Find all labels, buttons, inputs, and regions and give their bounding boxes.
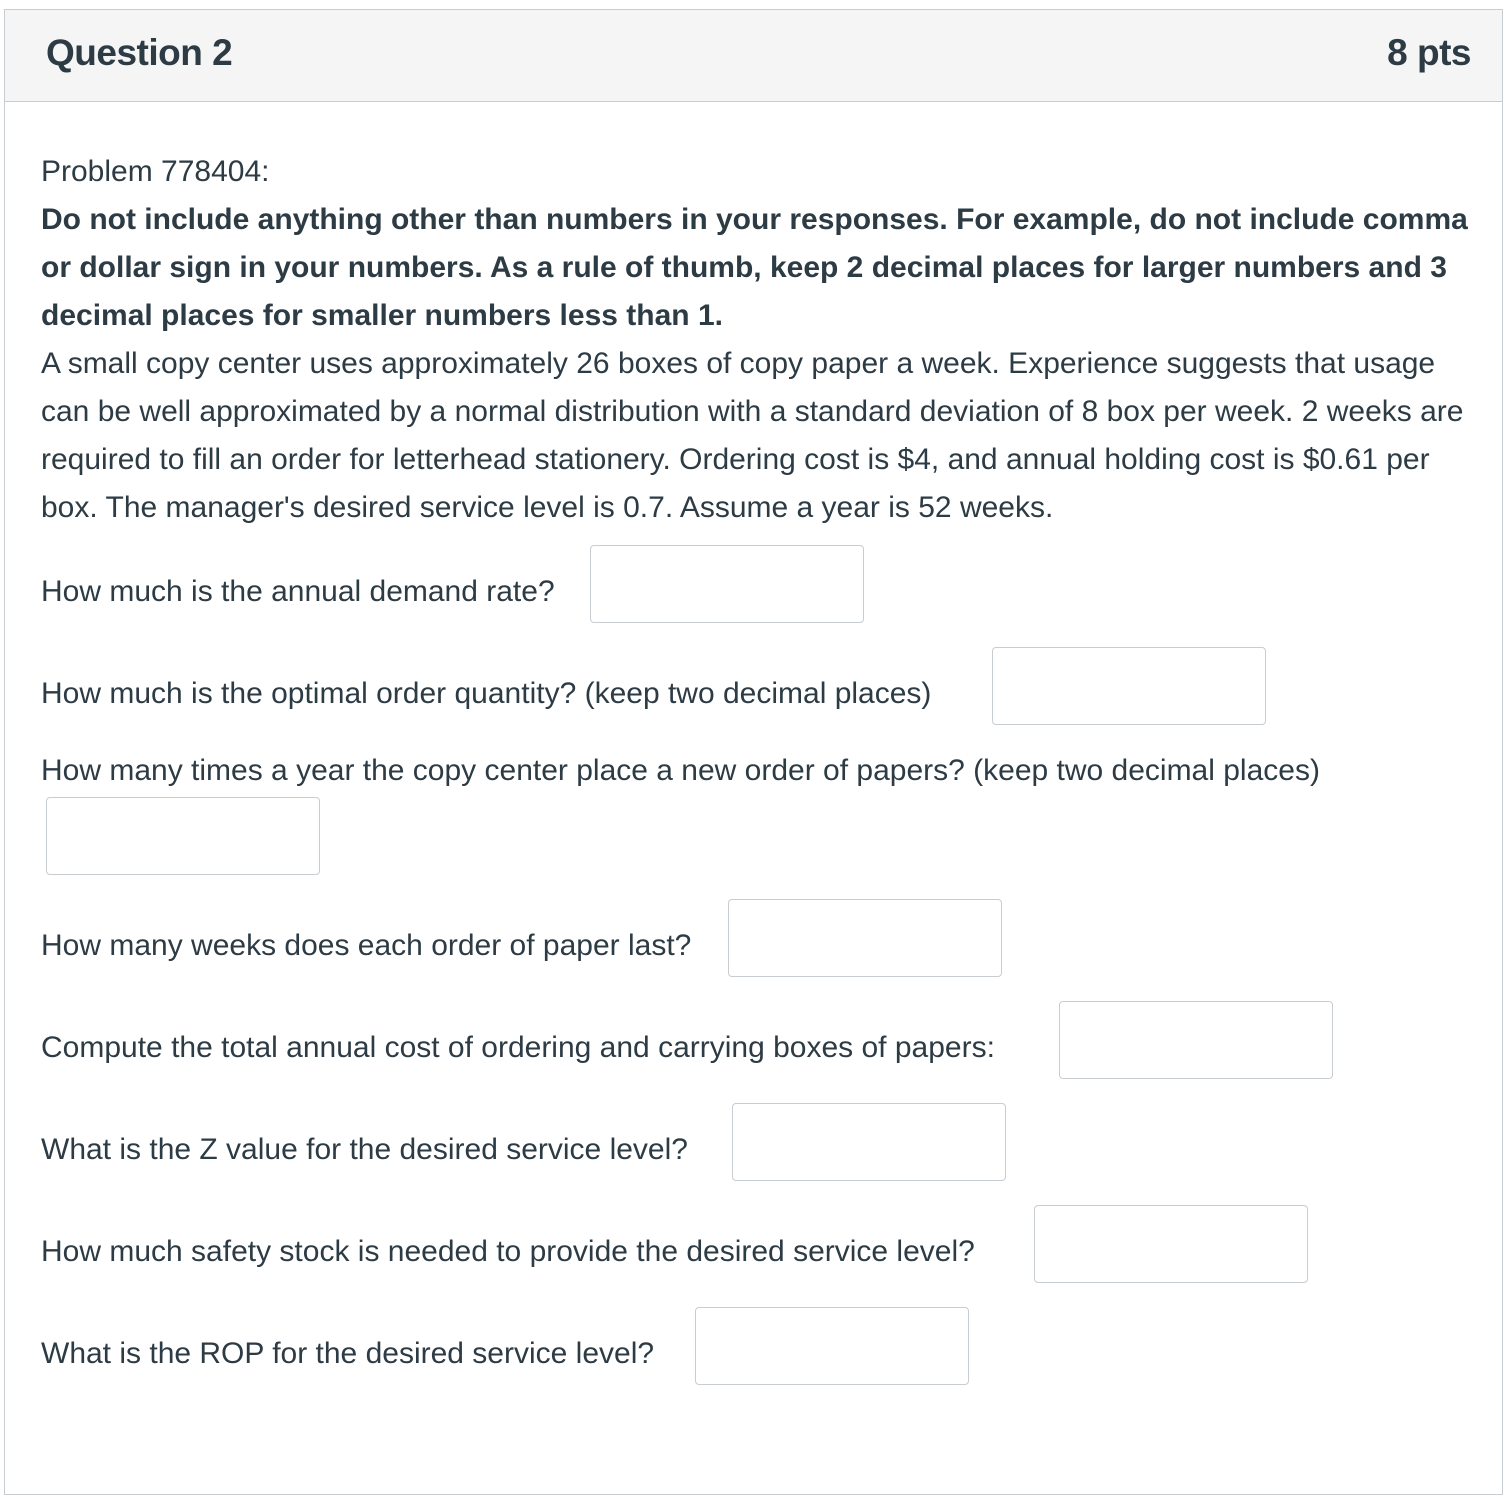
answer-input-orders-per-year[interactable] [46,797,320,875]
sub-question-label-weeks-per-order: How many weeks does each order of paper last? [41,929,692,962]
answer-input-rop[interactable] [695,1307,969,1385]
answer-input-annual-demand[interactable] [590,545,864,623]
question-points: 8 pts [1387,32,1471,73]
sub-question-label-safety-stock: How much safety stock is needed to provide the desired service level? [41,1235,975,1268]
answer-input-total-annual-cost[interactable] [1059,1001,1333,1079]
problem-label: Problem 778404: [41,155,270,188]
question-title: Question 2 [46,32,233,73]
instruction-text: Do not include anything other than numbers in your responses. For example, do not include comma or dollar sign in your numbers. As a rule of thumb, keep 2 decimal places for larger numbers and 3 decimal places for smaller numbers less than 1. [41,203,1468,332]
sub-question-label-orders-per-year: How many times a year the copy center place a new order of papers? (keep two decimal places) [41,754,1320,787]
sub-question-label-total-annual-cost: Compute the total annual cost of ordering and carrying boxes of papers: [41,1031,995,1064]
answer-input-z-value[interactable] [732,1103,1006,1181]
answer-input-optimal-order-quantity[interactable] [992,647,1266,725]
sub-question-label-rop: What is the ROP for the desired service level? [41,1337,655,1370]
sub-question-label-annual-demand: How much is the annual demand rate? [41,575,555,608]
sub-question-label-z-value: What is the Z value for the desired service level? [41,1133,688,1166]
scenario-text: A small copy center uses approximately 26 boxes of copy paper a week. Experience suggests that usage can be well approximated by a normal distribution with a standard deviation of 8 box per week. 2 weeks are required to fill an order for letterhead stationery. Ordering cost is $4, and annual holding cost is $0.61 per box. The manager's desired service level is 0.7. Assume a year is 52 weeks. [41,347,1464,524]
sub-question-label-optimal-order-quantity: How much is the optimal order quantity? (keep two decimal places) [41,677,932,710]
answer-input-safety-stock[interactable] [1034,1205,1308,1283]
answer-input-weeks-per-order[interactable] [728,899,1002,977]
question-header [5,10,1502,102]
question-text [41,148,1471,532]
